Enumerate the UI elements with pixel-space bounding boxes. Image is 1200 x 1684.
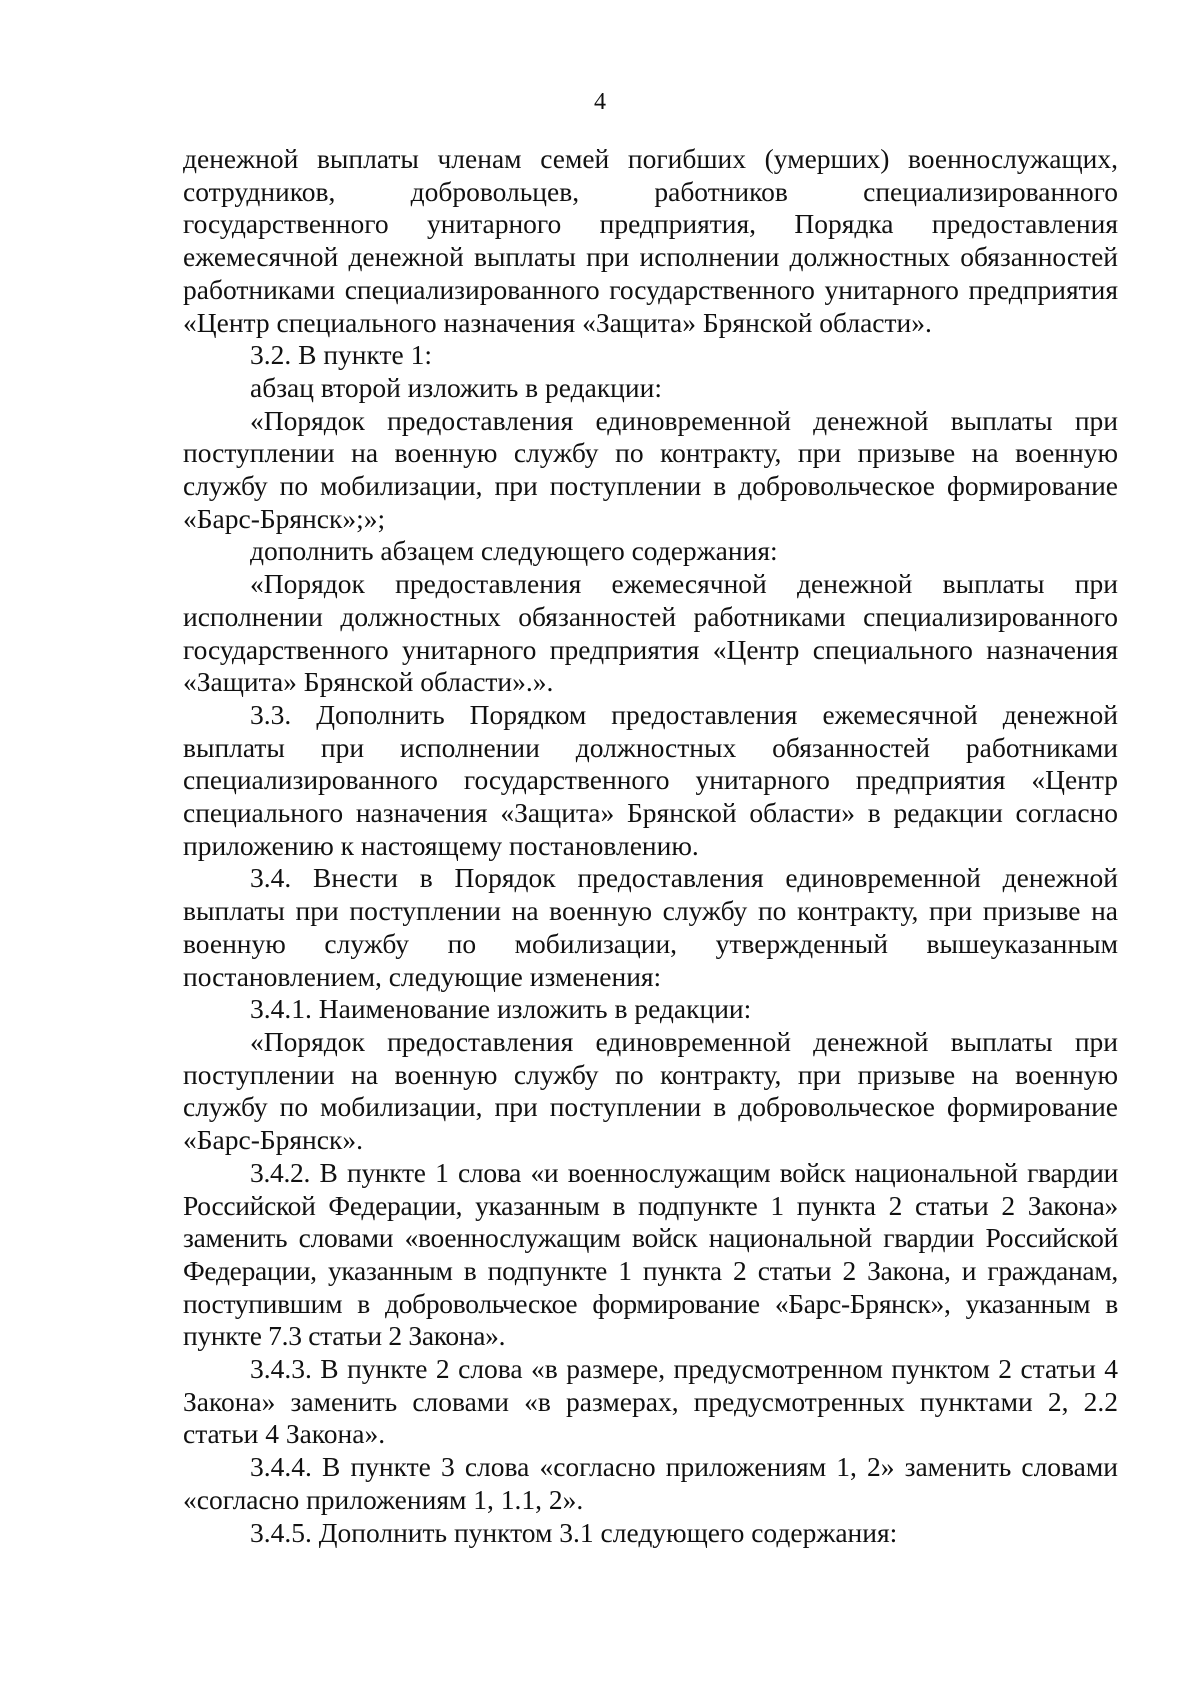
paragraph-3-4-4: 3.4.4. В пункте 3 слова «согласно приложениям 1, 2» заменить словами «согласно приложениям 1, 1.1, 2».	[183, 1451, 1118, 1515]
paragraph-continuation: денежной выплаты членам семей погибших (умерших) военнослужащих, сотрудников, добровольцев, работников специализированного государственного унитарного предприятия, Порядка предоставления ежемесячной денежной выплаты при исполнении должностных обязанностей работниками специализированного государственного унитарного предприятия «Центр специального назначения «Защита» Брянской области».	[183, 143, 1118, 338]
paragraph-3-3: 3.3. Дополнить Порядком предоставления ежемесячной денежной выплаты при исполнении должностных обязанностей работниками специализированного государственного унитарного предприятия «Центр специального назначения «Защита» Брянской области» в редакции согласно приложению к настоящему постановлению.	[183, 698, 1118, 861]
paragraph-3-4-5: 3.4.5. Дополнить пунктом 3.1 следующего содержания:	[250, 1516, 898, 1548]
document-body	[183, 143, 1118, 1549]
paragraph-quote-poryadok-1: «Порядок предоставления единовременной денежной выплаты при поступлении на военную службу по контракту, при призыве на военную службу по мобилизации, при поступлении в добровольческое формирование «Барс-Брянск»;»;	[183, 404, 1118, 534]
paragraph-abzac-vtoroy: абзац второй изложить в редакции:	[250, 371, 662, 403]
paragraph-3-2: 3.2. В пункте 1:	[250, 339, 433, 371]
paragraph-quote-poryadok-2: «Порядок предоставления ежемесячной денежной выплаты при исполнении должностных обязанностей работниками специализированного государственного унитарного предприятия «Центр специального назначения «Защита» Брянской области».».	[183, 568, 1118, 698]
paragraph-3-4-1: 3.4.1. Наименование изложить в редакции:	[250, 993, 752, 1025]
paragraph-quote-poryadok-3: «Порядок предоставления единовременной денежной выплаты при поступлении на военную службу по контракту, при призыве на военную службу по мобилизации, при поступлении в добровольческое формирование «Барс-Брянск».	[183, 1025, 1118, 1156]
page-number: 4	[594, 89, 606, 115]
paragraph-3-4-2: 3.4.2. В пункте 1 слова «и военнослужащим войск национальной гвардии Российской Федерации, указанным в подпункте 1 пункта 2 статьи 2 Закона» заменить словами «военнослужащим войск национальной гвардии Российской Федерации, указанным в подпункте 1 пункта 2 статьи 2 Закона, и гражданам, поступившим в добровольческое формирование «Барс-Брянск», указанным в пункте 7.3 статьи 2 Закона».	[183, 1156, 1118, 1352]
paragraph-3-4: 3.4. Внести в Порядок предоставления единовременной денежной выплаты при поступлении на военную службу по контракту, при призыве на военную службу по мобилизации, утвержденный вышеуказанным постановлением, следующие изменения:	[183, 862, 1118, 992]
paragraph-dopolnit-abzacem: дополнить абзацем следующего содержания:	[250, 535, 778, 567]
paragraph-3-4-3: 3.4.3. В пункте 2 слова «в размере, предусмотренном пунктом 2 статьи 4 Закона» заменить словами «в размерах, предусмотренных пунктами 2, 2.2 статьи 4 Закона».	[183, 1353, 1118, 1450]
